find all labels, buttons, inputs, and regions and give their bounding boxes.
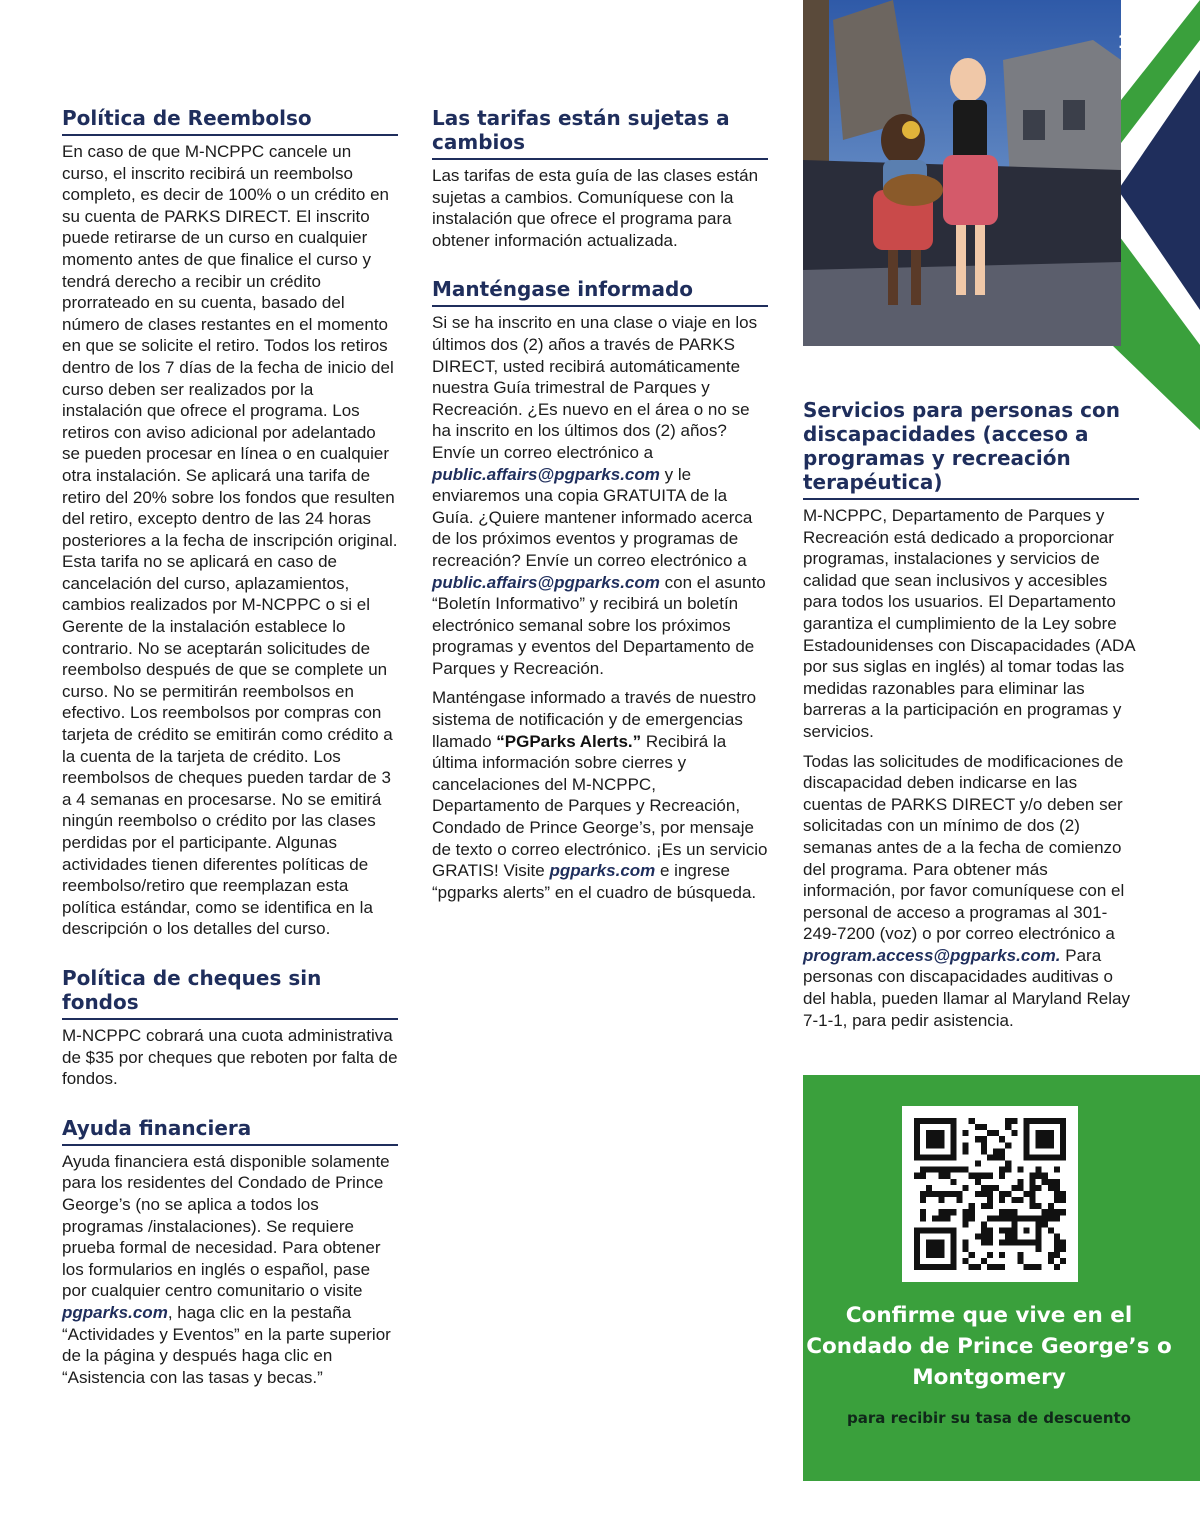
pgparks-link-2[interactable]: pgparks.com — [549, 861, 656, 881]
public-affairs-email-link-2[interactable]: public.affairs@pgparks.com — [432, 572, 660, 592]
bad-checks-section — [62, 966, 398, 1090]
fees-title: Las tarifas están sujetas a cambios — [432, 106, 768, 160]
disability-text-2: Para personas con discapacidades auditivas o del habla, pueden llamar al Maryland Relay 7-1-1, para pedir asistencia. — [803, 945, 1130, 1030]
refund-policy-title: Política de Reembolso — [62, 106, 398, 136]
financial-aid-title: Ayuda financiera — [62, 1116, 398, 1146]
financial-aid-section — [62, 1116, 398, 1389]
disability-text: Todas las solicitudes de modificaciones de discapacidad deben indicarse en las cuentas de PARKS DIRECT y/o deben ser solicitadas con un mínimo de dos (2) semanas antes de a la fecha de comienzo del programa. Para obtener más información, por favor comuníquese con el personal de acceso a programas al 301-249-7200 (voz) o por correo electrónico a — [803, 751, 1125, 944]
column-middle — [432, 106, 768, 929]
disability-services-title: Servicios para personas con discapacidades (acceso a programas y recreación terapéutica) — [803, 398, 1139, 500]
disability-services-p1: M-NCPPC, Departamento de Parques y Recreación está dedicado a proporcionar programas, instalaciones y servicios de calidad que sean inclusivos y accesibles para todos los usuarios. El Departamento garantiza el cumplimiento de la Ley sobre Estadounidenses con Discapacidades (ADA por sus siglas en inglés) al tomar todas las medidas razonables para eliminar las barreras a la participación en programas y servicios. — [803, 506, 1135, 741]
pgparks-link[interactable]: pgparks.com — [62, 1302, 168, 1322]
qr-code-icon — [914, 1118, 1066, 1270]
column-left — [62, 106, 398, 1414]
bad-checks-body: M-NCPPC cobrará una cuota administrativa de $35 por cheques que reboten por falta de fondos. — [62, 1025, 398, 1089]
fees-section — [432, 106, 768, 251]
stay-informed-p2 — [432, 687, 768, 903]
column-right — [803, 398, 1139, 1057]
callout-title: Confirme que vive en el Condado de Prince George’s o Montgomery — [806, 1303, 1172, 1390]
alerts-text-2: Recibirá la última información sobre cierres y cancelaciones del M-NCPPC, Departamento de Parques y Recreación, Condado de Prince George’s, por mensaje de texto o correo electrónico. ¡Es un servicio GRATIS! Visite — [432, 731, 768, 881]
financial-aid-body — [62, 1151, 398, 1389]
callout-subtitle: para recibir su tasa de descuento — [847, 1409, 1131, 1427]
stay-informed-text-3: con el asunto “Boletín Informativo” y recibirá un boletín electrónico semanal sobre los próximos programas y eventos del Departamento de Parques y Recreación. — [432, 572, 766, 678]
stage-photo — [803, 0, 1121, 346]
disability-services-p2 — [803, 751, 1139, 1032]
fees-body: Las tarifas de esta guía de las clases están sujetas a cambios. Comuníquese con la instalación que ofrece el programa para obtener información actualizada. — [432, 166, 759, 250]
alerts-text-3: e ingrese “pgparks alerts” en el cuadro de búsqueda. — [432, 861, 757, 902]
stay-informed-p1 — [432, 312, 768, 679]
stay-informed-text: Si se ha inscrito en una clase o viaje en los últimos dos (2) años a través de PARKS DIRECT, usted recibirá automáticamente nuestra Guía trimestral de Parques y Recreación. ¿Es nuevo en el área o no se ha inscrito en los últimos dos (2) años? Envíe un correo electrónico a — [432, 313, 758, 462]
bad-checks-title: Política de cheques sin fondos — [62, 966, 398, 1020]
refund-policy-body: En caso de que M-NCPPC cancele un curso, el inscrito recibirá un reembolso completo, es decir de 100% o un crédito en su cuenta de PARKS DIRECT. El inscrito puede retirarse de un curso en cualquier momento antes de que finalice el curso y tendrá derecho a recibir un crédito prorrateado en su cuenta, basado del número de clases restantes en el momento en que se solicite el retiro. Todos los retiros dentro de los 7 días de la fecha de inicio del curso deben ser realizados por la instalación que ofrece el programa. Los retiros con aviso adicional por adelantado se pueden procesar en línea o en cualquier otra instalación. Se aplicará una tarifa de retiro del 20% sobre los fondos que resulten del retiro, excepto dentro de las 24 horas posteriores a la fecha de inscripción original. Esta tarifa no se aplicará en caso de cancelación del curso, aplazamientos, cambios realizados por M-NCPPC o si el Gerente de la instalación establece lo contrario. No se aceptarán solicitudes de reembolso después de que se complete un curso. No se permitirán reembolsos en efectivo. Los reembolsos por compras con tarjeta de crédito se emitirán como crédito a la cuenta de la tarjeta de crédito. Los reembolsos de cheques pueden tardar de 3 a 4 semanas en procesarse. No se emitirá ningún reembolso o crédito por las clases perdidas por el participante. Algunas actividades tienen diferentes políticas de reembolso/retiro que reemplazan esta política estándar, como se identifica en la descripción o los detalles del curso. — [62, 142, 398, 939]
stay-informed-section — [432, 277, 768, 903]
refund-policy-section — [62, 106, 398, 940]
alerts-text: Manténgase informado a través de nuestro sistema de notificación y de emergencias llamado — [432, 688, 757, 751]
page-number: 13 — [1117, 32, 1143, 53]
pgparks-alerts-name: “PGParks Alerts.” — [496, 731, 642, 751]
public-affairs-email-link[interactable]: public.affairs@pgparks.com — [432, 464, 660, 484]
residency-callout — [803, 1075, 1200, 1481]
financial-aid-text: Ayuda financiera está disponible solamente para los residentes del Condado de Prince George’s (no se aplica a todos los programas /instalaciones). Se requiere prueba formal de necesidad. Para obtener los formularios en inglés o español, pase por cualquier centro comunitario o visite — [62, 1151, 390, 1301]
stay-informed-title: Manténgase informado — [432, 277, 768, 307]
qr-code[interactable] — [902, 1106, 1078, 1282]
stay-informed-text-2: y le enviaremos una copia GRATUITA de la Guía. ¿Quiere mantener informado acerca de los próximos eventos y programas de recreación? Envíe un correo electrónico a — [432, 464, 753, 570]
program-access-email-link[interactable]: program.access@pgparks.com. — [803, 945, 1061, 965]
disability-services-section — [803, 398, 1139, 1031]
financial-aid-text-end: , haga clic en la pestaña “Actividades y Eventos” en la parte superior de la página y después haga clic en “Asistencia con las tasas y becas.” — [62, 1302, 391, 1387]
